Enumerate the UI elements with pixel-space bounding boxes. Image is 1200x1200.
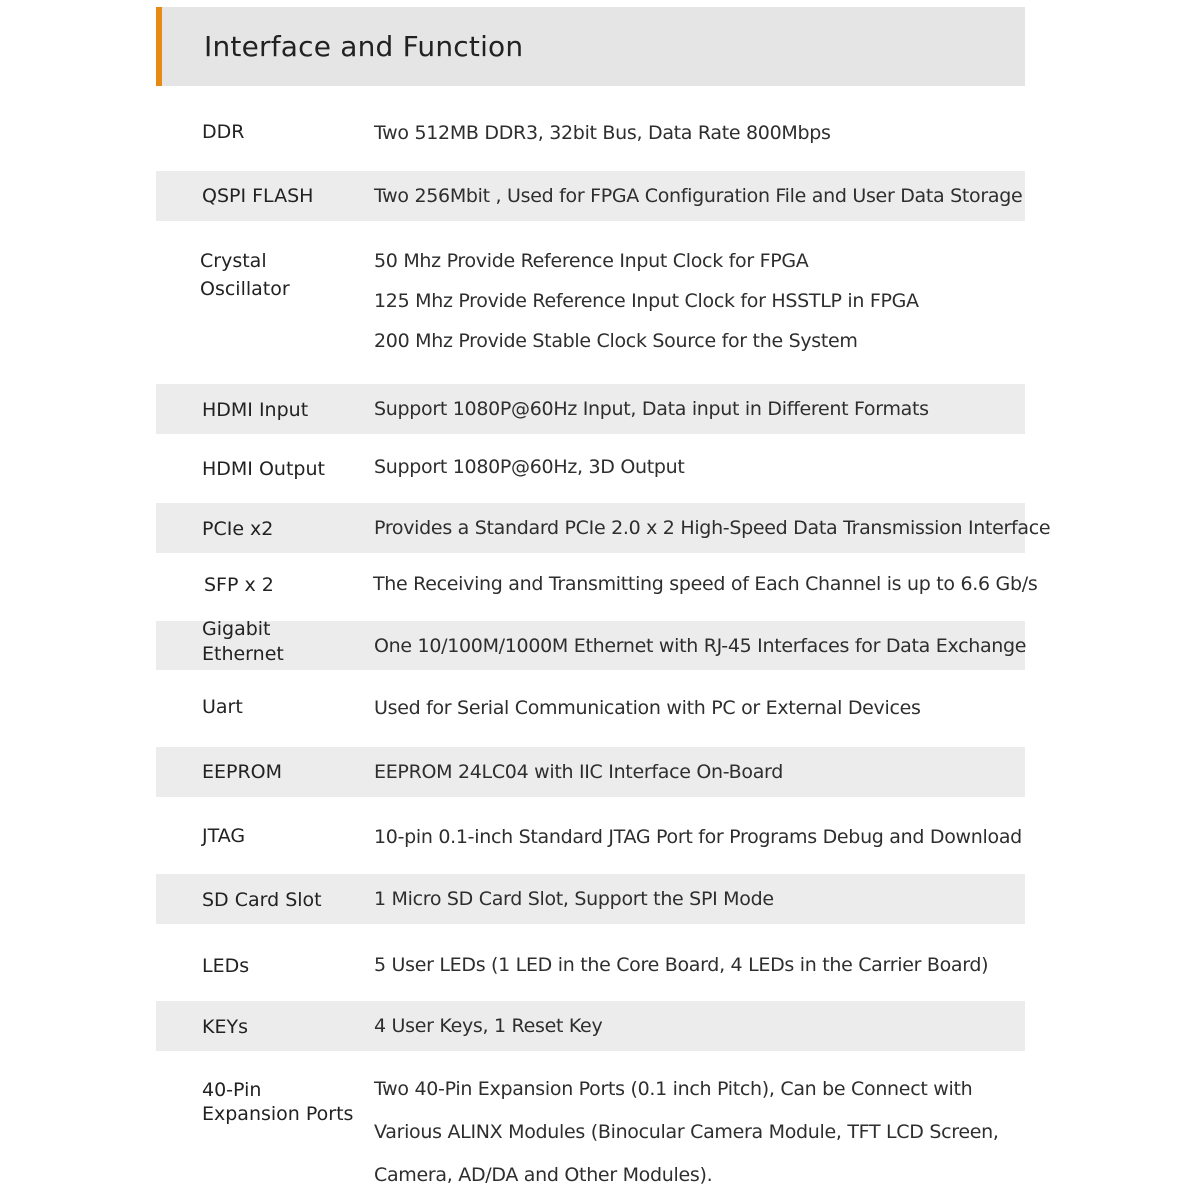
spec-row-keys <box>156 1001 1025 1051</box>
spec-description: Support 1080P@60Hz Input, Data input in Different Formats <box>374 398 929 420</box>
spec-description: Camera, AD/DA and Other Modules). <box>374 1164 713 1186</box>
spec-row-eeprom <box>156 747 1025 797</box>
spec-description: 4 User Keys, 1 Reset Key <box>374 1015 603 1037</box>
spec-label: HDMI Output <box>202 458 325 480</box>
spec-label: JTAG <box>202 825 246 847</box>
spec-label: LEDs <box>202 955 250 977</box>
spec-row-uart <box>156 683 1025 733</box>
spec-row-hdmi-output <box>156 443 1025 493</box>
spec-description: 1 Micro SD Card Slot, Support the SPI Mode <box>374 888 774 910</box>
spec-row-expansion-ports <box>156 1064 1025 1194</box>
spec-description: Two 40-Pin Expansion Ports (0.1 inch Pitch), Can be Connect with <box>374 1078 973 1100</box>
spec-label: SFP x 2 <box>204 574 274 596</box>
spec-description: EEPROM 24LC04 with IIC Interface On-Board <box>374 761 783 783</box>
spec-label: DDR <box>202 121 245 143</box>
spec-label: Gigabit <box>202 618 271 640</box>
spec-row-pcie <box>156 503 1051 553</box>
spec-description: Two 512MB DDR3, 32bit Bus, Data Rate 800Mbps <box>374 122 831 144</box>
spec-label: KEYs <box>202 1016 248 1038</box>
spec-label: Ethernet <box>202 643 284 665</box>
spec-label: Expansion Ports <box>202 1103 354 1125</box>
spec-description: 50 Mhz Provide Reference Input Clock for FPGA <box>374 250 809 272</box>
spec-description: One 10/100M/1000M Ethernet with RJ-45 Interfaces for Data Exchange <box>374 635 1027 657</box>
spec-label: SD Card Slot <box>202 889 322 911</box>
spec-row-sd-card-slot <box>156 874 1025 924</box>
spec-row-hdmi-input <box>156 384 1025 434</box>
spec-description: 125 Mhz Provide Reference Input Clock for HSSTLP in FPGA <box>374 290 919 312</box>
spec-row-sfp <box>156 560 1038 610</box>
spec-row-crystal-oscillator <box>156 236 1025 368</box>
spec-label: 40-Pin <box>202 1079 262 1101</box>
spec-description: 200 Mhz Provide Stable Clock Source for the System <box>374 330 858 352</box>
spec-row-qspi-flash <box>156 171 1025 221</box>
section-title: Interface and Function <box>204 30 524 63</box>
spec-description: Support 1080P@60Hz, 3D Output <box>374 456 685 478</box>
spec-row-jtag <box>156 811 1025 861</box>
spec-row-gigabit-ethernet <box>156 618 1027 670</box>
spec-description: The Receiving and Transmitting speed of Each Channel is up to 6.6 Gb/s <box>373 573 1038 595</box>
spec-description: 10-pin 0.1-inch Standard JTAG Port for Programs Debug and Download <box>374 826 1022 848</box>
spec-row-leds <box>156 941 1025 991</box>
spec-label: Crystal <box>200 250 267 272</box>
spec-row-ddr <box>156 107 1025 157</box>
spec-label: QSPI FLASH <box>202 185 314 207</box>
spec-label: EEPROM <box>202 761 283 783</box>
spec-label: HDMI Input <box>202 399 309 421</box>
spec-description: Provides a Standard PCIe 2.0 x 2 High-Speed Data Transmission Interface <box>374 517 1051 539</box>
spec-description: 5 User LEDs (1 LED in the Core Board, 4 LEDs in the Carrier Board) <box>374 954 989 976</box>
spec-description: Various ALINX Modules (Binocular Camera Module, TFT LCD Screen, <box>374 1121 999 1143</box>
section-header <box>156 7 1025 86</box>
spec-label: Uart <box>202 696 243 718</box>
spec-label: Oscillator <box>200 278 290 300</box>
spec-description: Used for Serial Communication with PC or External Devices <box>374 697 921 719</box>
spec-description: Two 256Mbit , Used for FPGA Configuration File and User Data Storage <box>374 185 1023 207</box>
spec-label: PCIe x2 <box>202 518 274 540</box>
